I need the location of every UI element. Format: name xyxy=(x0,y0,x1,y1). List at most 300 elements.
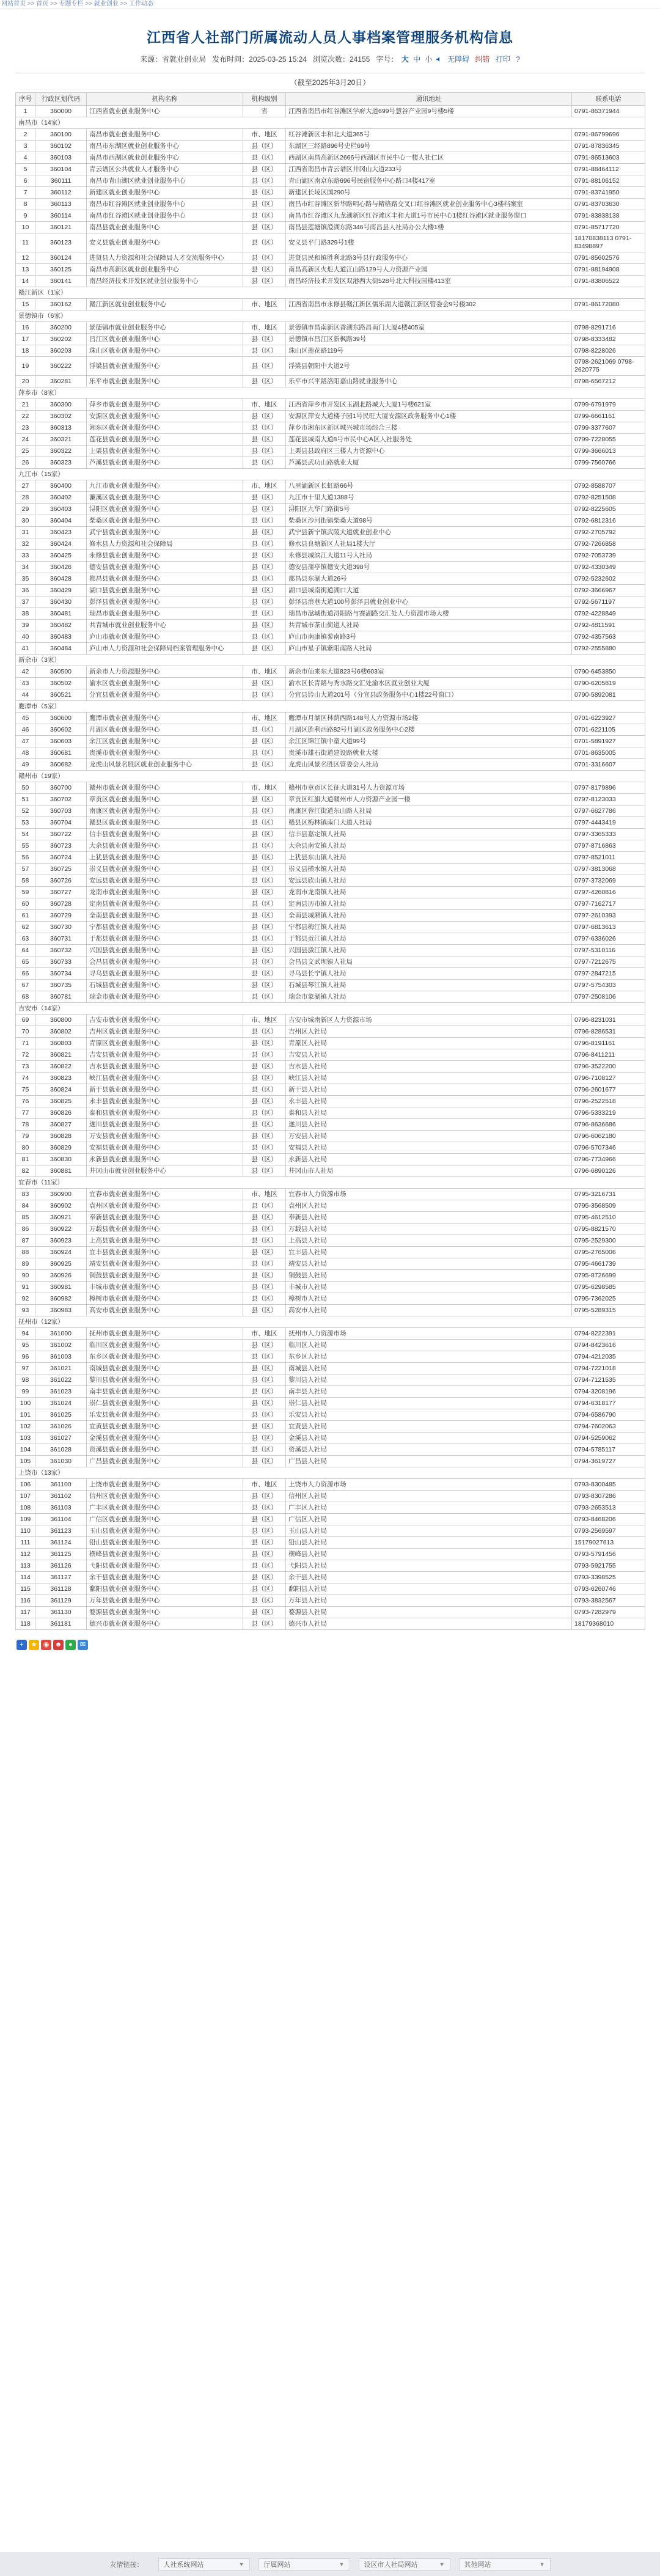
share-renren-icon[interactable]: ☻ xyxy=(53,1640,64,1650)
row-agency-name: 寻乌县就业创业服务中心 xyxy=(87,968,243,980)
row-address: 上高县人社局 xyxy=(286,1235,572,1247)
row-level: 县（区） xyxy=(243,1583,286,1595)
row-index: 82 xyxy=(16,1165,35,1177)
font-large-button[interactable]: 大 xyxy=(401,55,409,64)
row-level: 县（区） xyxy=(243,852,286,864)
views-value: 24155 xyxy=(349,55,370,64)
row-index: 1 xyxy=(16,106,35,117)
row-agency-name: 泰和县就业创业服务中心 xyxy=(87,1107,243,1119)
row-agency-name: 安远县就业创业服务中心 xyxy=(87,875,243,887)
row-level: 市、地区 xyxy=(243,1479,286,1491)
row-index: 111 xyxy=(16,1537,35,1549)
row-index: 68 xyxy=(16,991,35,1003)
row-index: 87 xyxy=(16,1235,35,1247)
row-phone: 0796-7734966 xyxy=(572,1154,645,1165)
row-phone: 0796-8231031 xyxy=(572,1015,645,1026)
row-agency-name: 浔阳区就业创业服务中心 xyxy=(87,504,243,515)
row-address: 全南县城厢镇人社局 xyxy=(286,910,572,922)
row-code: 360828 xyxy=(35,1131,87,1142)
row-address: 玉山县人社局 xyxy=(286,1525,572,1537)
group-title: 南昌市（14家） xyxy=(16,117,645,129)
row-agency-name: 安福县就业创业服务中心 xyxy=(87,1142,243,1154)
row-agency-name: 湘东区就业创业服务中心 xyxy=(87,422,243,434)
row-agency-name: 新余市人力资源服务中心 xyxy=(87,666,243,678)
row-phone: 0796-8411211 xyxy=(572,1049,645,1061)
row-address: 乐安县人社局 xyxy=(286,1409,572,1421)
row-code: 360313 xyxy=(35,422,87,434)
table-row xyxy=(16,334,645,345)
row-level: 县（区） xyxy=(243,1398,286,1409)
share-weibo-icon[interactable]: ◉ xyxy=(41,1640,51,1650)
row-phone: 0791-83838138 xyxy=(572,210,645,222)
row-phone: 0794-8423616 xyxy=(572,1340,645,1351)
row-code: 360735 xyxy=(35,980,87,991)
row-phone: 0792-2555880 xyxy=(572,643,645,655)
row-index: 85 xyxy=(16,1212,35,1224)
row-level: 县（区） xyxy=(243,1549,286,1560)
row-address: 遂川县人社局 xyxy=(286,1119,572,1131)
row-agency-name: 东乡区就业创业服务中心 xyxy=(87,1351,243,1363)
row-phone: 0793-6260746 xyxy=(572,1583,645,1595)
row-phone: 0799-3377607 xyxy=(572,422,645,434)
table-row xyxy=(16,299,645,310)
footer-link-select-2[interactable] xyxy=(258,2558,350,2570)
row-address: 进贤县民和镇胜利北路3号县行政服务中心 xyxy=(286,252,572,264)
row-phone: 0796-8636686 xyxy=(572,1119,645,1131)
row-agency-name: 金溪县就业创业服务中心 xyxy=(87,1433,243,1444)
row-index: 74 xyxy=(16,1073,35,1084)
row-phone: 0701-6221105 xyxy=(572,724,645,736)
row-agency-name: 横峰县就业创业服务中心 xyxy=(87,1549,243,1560)
agency-table xyxy=(15,92,645,1630)
row-phone: 0791-87836345 xyxy=(572,141,645,152)
row-index: 9 xyxy=(16,210,35,222)
row-agency-name: 资溪县就业创业服务中心 xyxy=(87,1444,243,1456)
row-agency-name: 鄱阳县就业创业服务中心 xyxy=(87,1583,243,1595)
row-phone: 0797-7162717 xyxy=(572,898,645,910)
row-index: 96 xyxy=(16,1351,35,1363)
row-address: 新余市仙来东大道823号6楼603室 xyxy=(286,666,572,678)
row-level: 县（区） xyxy=(243,1537,286,1549)
row-agency-name: 彭泽县就业创业服务中心 xyxy=(87,596,243,608)
group-title: 新余市（3家） xyxy=(16,655,645,666)
table-row xyxy=(16,1595,645,1607)
row-level: 县（区） xyxy=(243,276,286,287)
row-agency-name: 信丰县就业创业服务中心 xyxy=(87,829,243,840)
share-wechat-icon[interactable]: ● xyxy=(65,1640,76,1650)
table-row xyxy=(16,1154,645,1165)
row-phone: 0793-8468206 xyxy=(572,1514,645,1525)
table-row xyxy=(16,222,645,233)
row-code: 361030 xyxy=(35,1456,87,1467)
row-level: 县（区） xyxy=(243,875,286,887)
table-row xyxy=(16,1572,645,1583)
row-level: 县（区） xyxy=(243,1514,286,1525)
row-address: 萍乡市湘东区新区城兴城市场综合三楼 xyxy=(286,422,572,434)
group-title: 赣州市（19家） xyxy=(16,771,645,782)
row-phone: 0797-6627786 xyxy=(572,805,645,817)
row-phone: 0796-5707346 xyxy=(572,1142,645,1154)
table-row xyxy=(16,1514,645,1525)
row-agency-name: 兴国县就业创业服务中心 xyxy=(87,945,243,956)
row-level: 县（区） xyxy=(243,1607,286,1618)
row-address: 南丰县人社局 xyxy=(286,1386,572,1398)
row-index: 24 xyxy=(16,434,35,446)
row-index: 114 xyxy=(16,1572,35,1583)
article-meta xyxy=(15,54,645,64)
row-agency-name: 乐安县就业创业服务中心 xyxy=(87,1409,243,1421)
row-address: 江西省南昌市永修县赣江新区儒乐湖大道赣江新区管委会9号楼302 xyxy=(286,299,572,310)
table-row xyxy=(16,1142,645,1154)
table-row xyxy=(16,1618,645,1630)
row-agency-name: 奉新县就业创业服务中心 xyxy=(87,1212,243,1224)
row-phone: 0792-7266858 xyxy=(572,538,645,550)
row-agency-name: 会昌县就业创业服务中心 xyxy=(87,956,243,968)
row-level: 县（区） xyxy=(243,1363,286,1374)
row-level: 县（区） xyxy=(243,527,286,538)
row-agency-name: 青原区就业创业服务中心 xyxy=(87,1038,243,1049)
row-phone: 0796-5333219 xyxy=(572,1107,645,1119)
group-title: 赣江新区（1家） xyxy=(16,287,645,299)
row-agency-name: 万载县就业创业服务中心 xyxy=(87,1224,243,1235)
row-level: 县（区） xyxy=(243,887,286,898)
row-code: 360400 xyxy=(35,480,87,492)
row-agency-name: 修水县人力资源和社会保障局 xyxy=(87,538,243,550)
row-index: 116 xyxy=(16,1595,35,1607)
row-agency-name: 南昌经济技术开发区就业创业服务中心 xyxy=(87,276,243,287)
table-row xyxy=(16,1235,645,1247)
row-index: 32 xyxy=(16,538,35,550)
row-phone: 0795-5289315 xyxy=(572,1305,645,1316)
row-phone: 0791-88106152 xyxy=(572,175,645,187)
row-index: 39 xyxy=(16,620,35,631)
row-level: 市、地区 xyxy=(243,480,286,492)
table-row xyxy=(16,922,645,933)
row-agency-name: 宜春市就业创业服务中心 xyxy=(87,1189,243,1200)
row-level: 县（区） xyxy=(243,1026,286,1038)
share-tqq-icon[interactable]: ✉ xyxy=(78,1640,88,1650)
row-level: 市、地区 xyxy=(243,713,286,724)
row-agency-name: 南昌县就业创业服务中心 xyxy=(87,222,243,233)
footer-link-label: 设区市人社局网站 xyxy=(364,2561,418,2569)
row-phone: 0797-6813613 xyxy=(572,922,645,933)
table-row xyxy=(16,573,645,585)
row-phone: 0795-8821570 xyxy=(572,1224,645,1235)
row-phone: 0798-6567212 xyxy=(572,376,645,387)
table-row xyxy=(16,1073,645,1084)
table-row xyxy=(16,1560,645,1572)
row-level: 县（区） xyxy=(243,1200,286,1212)
row-code: 360900 xyxy=(35,1189,87,1200)
accessibility-icon[interactable] xyxy=(436,56,442,62)
table-group-row xyxy=(16,1177,645,1189)
row-index: 48 xyxy=(16,747,35,759)
row-phone: 0797-4260816 xyxy=(572,887,645,898)
row-agency-name: 永丰县就业创业服务中心 xyxy=(87,1096,243,1107)
table-row xyxy=(16,345,645,357)
group-title: 九江市（15家） xyxy=(16,469,645,480)
table-row xyxy=(16,1607,645,1618)
table-row xyxy=(16,1444,645,1456)
row-level: 县（区） xyxy=(243,1456,286,1467)
row-index: 81 xyxy=(16,1154,35,1165)
row-code: 360162 xyxy=(35,299,87,310)
row-code: 360429 xyxy=(35,585,87,596)
table-row xyxy=(16,643,645,655)
row-phone: 18179368010 xyxy=(572,1618,645,1630)
row-phone: 0794-4212035 xyxy=(572,1351,645,1363)
row-address: 南昌经济技术开发区双港西大街528号北大科技园楼413室 xyxy=(286,276,572,287)
row-address: 兴国县潋江镇人社局 xyxy=(286,945,572,956)
breadcrumb-home[interactable]: 网站首页 xyxy=(1,1,26,7)
font-small-button[interactable]: 小 xyxy=(425,55,433,64)
row-index: 100 xyxy=(16,1398,35,1409)
row-agency-name: 南城县就业创业服务中心 xyxy=(87,1363,243,1374)
row-index: 67 xyxy=(16,980,35,991)
breadcrumb-item[interactable]: 首页 xyxy=(36,1,49,7)
row-address: 余干县人社局 xyxy=(286,1572,572,1583)
row-address: 安远县欣山镇人社局 xyxy=(286,875,572,887)
row-agency-name: 靖安县就业创业服务中心 xyxy=(87,1258,243,1270)
row-index: 109 xyxy=(16,1514,35,1525)
row-index: 103 xyxy=(16,1433,35,1444)
row-code: 361126 xyxy=(35,1560,87,1572)
table-row xyxy=(16,759,645,771)
row-code: 360902 xyxy=(35,1200,87,1212)
row-code: 360600 xyxy=(35,713,87,724)
row-level: 县（区） xyxy=(243,1293,286,1305)
breadcrumb-item[interactable]: 就业创业 xyxy=(94,1,119,7)
row-code: 360424 xyxy=(35,538,87,550)
row-index: 99 xyxy=(16,1386,35,1398)
share-toolbar xyxy=(16,1640,645,1650)
table-row xyxy=(16,1061,645,1073)
row-code: 360824 xyxy=(35,1084,87,1096)
print-button[interactable]: 打印 xyxy=(495,55,510,64)
font-medium-button[interactable]: 中 xyxy=(413,55,421,64)
table-row xyxy=(16,538,645,550)
row-agency-name: 浮梁县就业创业服务中心 xyxy=(87,357,243,376)
row-code: 360603 xyxy=(35,736,87,747)
page-title: 江西省人社部门所属流动人员人事档案管理服务机构信息 xyxy=(147,29,513,45)
table-group-row xyxy=(16,287,645,299)
row-phone: 0797-4443419 xyxy=(572,817,645,829)
row-address: 南昌市红谷滩区新华路明心路与精格路交叉口红谷滩区就业创业服务中心3楼档案室 xyxy=(286,199,572,210)
row-agency-name: 永新县就业创业服务中心 xyxy=(87,1154,243,1165)
row-index: 16 xyxy=(16,322,35,334)
footer-link-label: 厅属网站 xyxy=(263,2561,291,2569)
row-index: 108 xyxy=(16,1502,35,1514)
row-level: 县（区） xyxy=(243,968,286,980)
table-row xyxy=(16,411,645,422)
row-address: 宜丰县人社局 xyxy=(286,1247,572,1258)
row-agency-name: 吉州区就业创业服务中心 xyxy=(87,1026,243,1038)
header-code: 行政区划代码 xyxy=(35,93,87,106)
table-row xyxy=(16,422,645,434)
table-row xyxy=(16,875,645,887)
row-phone: 0791-86371944 xyxy=(572,106,645,117)
table-row xyxy=(16,852,645,864)
row-phone: 0795-2765006 xyxy=(572,1247,645,1258)
row-address: 庐山市南康镇蓼南路3号 xyxy=(286,631,572,643)
table-row xyxy=(16,747,645,759)
footer-link-select-1[interactable] xyxy=(158,2558,250,2570)
row-phone: 0797-6336026 xyxy=(572,933,645,945)
table-group-row xyxy=(16,117,645,129)
table-row xyxy=(16,620,645,631)
row-phone: 0792-4811591 xyxy=(572,620,645,631)
row-code: 360803 xyxy=(35,1038,87,1049)
row-phone: 0791-85602576 xyxy=(572,252,645,264)
share-qzone-icon[interactable]: ★ xyxy=(29,1640,39,1650)
row-address: 黎川县人社局 xyxy=(286,1374,572,1386)
row-code: 360723 xyxy=(35,840,87,852)
row-agency-name: 永修县就业创业服务中心 xyxy=(87,550,243,562)
table-row xyxy=(16,910,645,922)
row-index: 10 xyxy=(16,222,35,233)
row-index: 105 xyxy=(16,1456,35,1467)
group-title: 萍乡市（8家） xyxy=(16,387,645,399)
table-row xyxy=(16,446,645,457)
row-code: 360700 xyxy=(35,782,87,794)
footer xyxy=(0,2552,660,2576)
breadcrumb-item[interactable]: 专题专栏 xyxy=(59,1,84,7)
row-address: 南城县人社局 xyxy=(286,1363,572,1374)
row-agency-name: 九江市就业创业服务中心 xyxy=(87,480,243,492)
row-index: 41 xyxy=(16,643,35,655)
row-level: 县（区） xyxy=(243,446,286,457)
row-code: 361129 xyxy=(35,1595,87,1607)
row-address: 鄱阳县人社局 xyxy=(286,1583,572,1595)
row-code: 360121 xyxy=(35,222,87,233)
row-agency-name: 袁州区就业创业服务中心 xyxy=(87,1200,243,1212)
row-code: 361002 xyxy=(35,1340,87,1351)
table-group-row xyxy=(16,387,645,399)
row-code: 360983 xyxy=(35,1305,87,1316)
table-group-row xyxy=(16,701,645,713)
row-phone: 0792-7053739 xyxy=(572,550,645,562)
table-row xyxy=(16,1537,645,1549)
table-row xyxy=(16,1479,645,1491)
share-plus-icon[interactable]: + xyxy=(16,1640,27,1650)
row-agency-name: 上犹县就业创业服务中心 xyxy=(87,852,243,864)
row-phone: 0795-8726699 xyxy=(572,1270,645,1282)
row-address: 大余县南安镇人社局 xyxy=(286,840,572,852)
row-agency-name: 铜鼓县就业创业服务中心 xyxy=(87,1270,243,1282)
group-title: 鹰潭市（5家） xyxy=(16,701,645,713)
row-address: 崇义县横水镇人社局 xyxy=(286,864,572,875)
row-address: 横峰县人社局 xyxy=(286,1549,572,1560)
row-index: 8 xyxy=(16,199,35,210)
row-code: 360802 xyxy=(35,1026,87,1038)
row-phone: 0790-6453850 xyxy=(572,666,645,678)
row-index: 92 xyxy=(16,1293,35,1305)
row-level: 市、地区 xyxy=(243,1328,286,1340)
error-report-button[interactable]: 纠错 xyxy=(475,55,490,64)
row-address: 德兴市人社局 xyxy=(286,1618,572,1630)
row-level: 县（区） xyxy=(243,199,286,210)
date-label: 发布时间： xyxy=(212,55,249,64)
table-group-row xyxy=(16,1316,645,1328)
row-level: 县（区） xyxy=(243,1258,286,1270)
row-agency-name: 江西省就业创业服务中心 xyxy=(87,106,243,117)
row-phone: 0793-3832567 xyxy=(572,1595,645,1607)
row-agency-name: 芦溪县就业创业服务中心 xyxy=(87,457,243,469)
row-code: 360111 xyxy=(35,175,87,187)
row-address: 瑞昌市湓城街道浔阳路与赛湖路交汇处人力资源市场大楼 xyxy=(286,608,572,620)
row-address: 于都县贡江镇人社局 xyxy=(286,933,572,945)
row-code: 360141 xyxy=(35,276,87,287)
row-address: 共青城市茶山街道人社局 xyxy=(286,620,572,631)
row-code: 360103 xyxy=(35,152,87,164)
breadcrumb-item[interactable]: 工作动态 xyxy=(129,1,153,7)
table-row xyxy=(16,141,645,152)
row-code: 360704 xyxy=(35,817,87,829)
row-phone: 0795-6298585 xyxy=(572,1282,645,1293)
row-code: 361024 xyxy=(35,1398,87,1409)
row-index: 57 xyxy=(16,864,35,875)
footer-link-select-3[interactable] xyxy=(359,2558,450,2570)
row-index: 30 xyxy=(16,515,35,527)
table-row xyxy=(16,1340,645,1351)
row-index: 18 xyxy=(16,345,35,357)
close-button[interactable]: ? xyxy=(516,55,520,64)
table-row xyxy=(16,794,645,805)
row-level: 县（区） xyxy=(243,1142,286,1154)
row-index: 66 xyxy=(16,968,35,980)
row-level: 县（区） xyxy=(243,1491,286,1502)
table-group-row xyxy=(16,310,645,322)
row-agency-name: 余江区就业创业服务中心 xyxy=(87,736,243,747)
table-group-row xyxy=(16,469,645,480)
table-row xyxy=(16,264,645,276)
table-row xyxy=(16,376,645,387)
footer-link-select-4[interactable] xyxy=(459,2558,551,2570)
row-phone: 0797-3813068 xyxy=(572,864,645,875)
row-level: 县（区） xyxy=(243,1049,286,1061)
row-code: 360113 xyxy=(35,199,87,210)
row-phone: 0793-8307286 xyxy=(572,1491,645,1502)
table-row xyxy=(16,968,645,980)
row-index: 34 xyxy=(16,562,35,573)
row-index: 104 xyxy=(16,1444,35,1456)
row-address: 万年县人社局 xyxy=(286,1595,572,1607)
table-row xyxy=(16,1212,645,1224)
row-index: 40 xyxy=(16,631,35,643)
row-code: 361127 xyxy=(35,1572,87,1583)
row-code: 360102 xyxy=(35,141,87,152)
row-address: 上饶市人力资源市场 xyxy=(286,1479,572,1491)
row-address: 分宜县钤山大道201号（分宜县政务服务中心1楼22号窗口） xyxy=(286,689,572,701)
row-phone: 0792-4330349 xyxy=(572,562,645,573)
row-index: 91 xyxy=(16,1282,35,1293)
row-index: 107 xyxy=(16,1491,35,1502)
row-phone: 0795-4661739 xyxy=(572,1258,645,1270)
row-agency-name: 临川区就业创业服务中心 xyxy=(87,1340,243,1351)
row-address: 都昌县东湖大道26号 xyxy=(286,573,572,585)
row-agency-name: 南昌市就业创业服务中心 xyxy=(87,129,243,141)
row-address: 红谷滩新区丰和北大道365号 xyxy=(286,129,572,141)
row-code: 360781 xyxy=(35,991,87,1003)
row-code: 360202 xyxy=(35,334,87,345)
row-agency-name: 上饶市就业创业服务中心 xyxy=(87,1479,243,1491)
article xyxy=(15,26,645,1650)
accessibility-button[interactable]: 无障碍 xyxy=(447,55,470,64)
table-row xyxy=(16,164,645,175)
row-phone: 0799-7228055 xyxy=(572,434,645,446)
row-code: 360881 xyxy=(35,1165,87,1177)
row-address: 渝水区长青路与秀水路交汇处渝水区就业创业大厦 xyxy=(286,678,572,689)
